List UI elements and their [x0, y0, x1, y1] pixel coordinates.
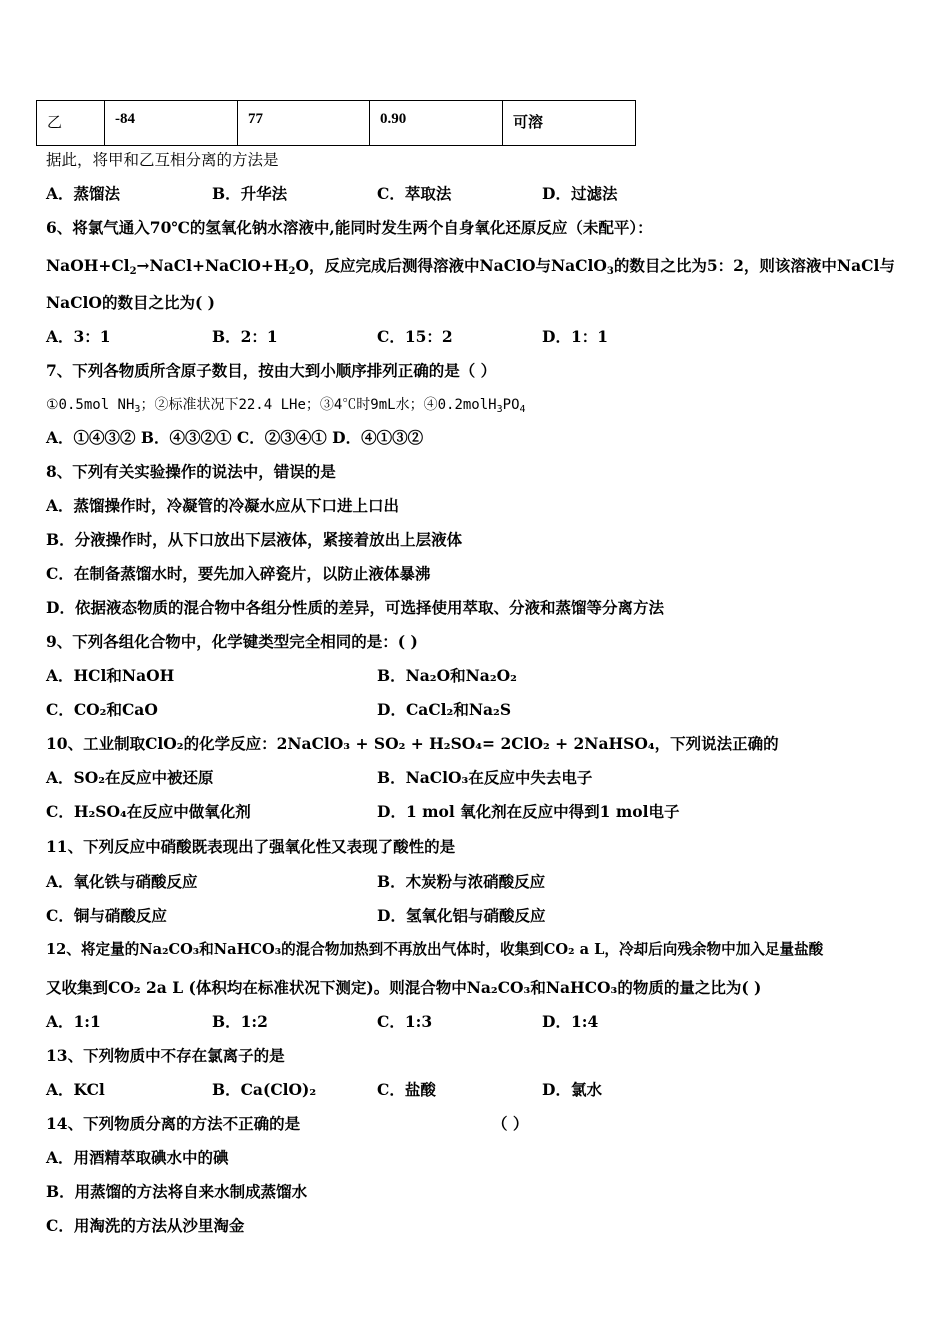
q10-option-a: A．SO₂在反应中被还原 — [46, 768, 214, 787]
eq-part: NaOH+Cl — [46, 256, 130, 275]
q13-stem: 13、下列物质中不存在氯离子的是 — [46, 1046, 285, 1065]
subscript: 2 — [288, 266, 296, 277]
q6-stem: 6、将氯气通入70℃的氢氧化钠水溶液中,能同时发生两个自身氧化还原反应（未配平）： — [46, 218, 653, 237]
subscript: 2 — [129, 266, 137, 277]
q7-options: A．①④③② B．④③②① C．②③④① D．④①③② — [46, 428, 424, 447]
q13-option-d: D．氯水 — [542, 1080, 602, 1099]
q6-option-b: B．2：1 — [212, 327, 278, 346]
q8-option-d: D．依据液态物质的混合物中各组分性质的差异，可选择使用萃取、分液和蒸馏等分离方法 — [46, 598, 664, 617]
q6-option-a: A．3：1 — [46, 327, 111, 346]
q12-option-b: B．1:2 — [212, 1012, 268, 1031]
q6-option-c: C．15：2 — [377, 327, 453, 346]
q9-option-d: D．CaCl₂和Na₂S — [377, 700, 512, 719]
q14-stem: 14、下列物质分离的方法不正确的是 — [46, 1114, 301, 1133]
table-cell: 0.90 — [370, 101, 503, 146]
q8-option-b: B．分液操作时，从下口放出下层液体，紧接着放出上层液体 — [46, 530, 463, 549]
q10-stem: 10、工业制取ClO₂的化学反应：2NaClO₃ + SO₂ + H₂SO₄= 2ClO₂ + 2NaHSO₄，下列说法正确的 — [46, 734, 779, 753]
q12-option-a: A．1:1 — [46, 1012, 101, 1031]
table-row — [37, 101, 636, 146]
q6-tail: NaClO的数目之比为( ) — [46, 293, 216, 312]
q12-stem: 12、将定量的Na₂CO₃和NaHCO₃的混合物加热到不再放出气体时，收集到CO₂ a L，冷却后向残余物中加入足量盐酸 — [46, 941, 824, 958]
q11-option-b: B．木炭粉与浓硝酸反应 — [377, 872, 546, 891]
q9-option-c: C．CO₂和CaO — [46, 700, 158, 719]
item-part: PO — [502, 397, 520, 413]
q13-option-a: A．KCl — [46, 1080, 105, 1099]
q7-stem: 7、下列各物质所含原子数目，按由大到小顺序排列正确的是（ ） — [46, 361, 497, 380]
q6-equation — [46, 256, 895, 276]
q5-option-a: A．蒸馏法 — [46, 184, 121, 203]
eq-part: 的数目之比为5：2，则该溶液中NaCl与 — [613, 256, 895, 275]
q8-stem: 8、下列有关实验操作的说法中，错误的是 — [46, 462, 336, 481]
q12-option-d: D．1:4 — [542, 1012, 599, 1031]
q11-stem: 11、下列反应中硝酸既表现出了强氧化性又表现了酸性的是 — [46, 837, 456, 856]
intro-text: 据此，将甲和乙互相分离的方法是 — [46, 151, 279, 169]
q11-option-a: A．氧化铁与硝酸反应 — [46, 872, 198, 891]
q6-option-d: D．1：1 — [542, 327, 609, 346]
q14-option-a: A．用酒精萃取碘水中的碘 — [46, 1148, 229, 1167]
q9-option-b: B．Na₂O和Na₂O₂ — [377, 666, 517, 685]
q14-option-c: C．用淘洗的方法从沙里淘金 — [46, 1216, 245, 1235]
q5-option-c: C．萃取法 — [377, 184, 452, 203]
q8-option-c: C．在制备蒸馏水时，要先加入碎瓷片，以防止液体暴沸 — [46, 564, 431, 583]
q10-option-d: D．1 mol 氧化剂在反应中得到1 mol电子 — [377, 802, 680, 821]
properties-table — [36, 100, 636, 146]
subscript: 3 — [606, 266, 614, 277]
q12-tail: 又收集到CO₂ 2a L (体积均在标准状况下测定)。则混合物中Na₂CO₃和NaHCO₃的物质的量之比为( ) — [46, 978, 762, 997]
item-part: ①0.5mol NH — [46, 397, 135, 413]
table-cell: 77 — [238, 101, 370, 146]
q7-items — [46, 395, 526, 415]
q13-option-c: C．盐酸 — [377, 1080, 436, 1099]
q10-option-b: B．NaClO₃在反应中失去电子 — [377, 768, 593, 787]
q5-option-b: B．升华法 — [212, 184, 288, 203]
q14-option-b: B．用蒸馏的方法将自来水制成蒸馏水 — [46, 1182, 308, 1201]
q14-answer-paren: （ ） — [492, 1114, 529, 1133]
item-part: ；②标准状况下22.4 LHe；③4℃时9mL水；④0.2molH — [140, 397, 497, 413]
eq-part: O，反应完成后测得溶液中NaClO与NaClO — [295, 256, 607, 275]
q13-option-b: B．Ca(ClO)₂ — [212, 1080, 317, 1099]
q11-option-d: D．氢氧化铝与硝酸反应 — [377, 906, 546, 925]
eq-part: →NaCl+NaClO+H — [136, 256, 289, 275]
subscript: 3 — [496, 404, 503, 415]
table-cell: 乙 — [37, 101, 105, 146]
table-cell: -84 — [105, 101, 238, 146]
q9-option-a: A．HCl和NaOH — [46, 666, 175, 685]
q10-option-c: C．H₂SO₄在反应中做氧化剂 — [46, 802, 251, 821]
table-cell: 可溶 — [503, 101, 636, 146]
q8-option-a: A．蒸馏操作时，冷凝管的冷凝水应从下口进上口出 — [46, 496, 400, 515]
subscript: 3 — [134, 404, 141, 415]
subscript: 4 — [519, 404, 526, 415]
q11-option-c: C．铜与硝酸反应 — [46, 906, 167, 925]
q5-option-d: D．过滤法 — [542, 184, 618, 203]
q12-option-c: C．1:3 — [377, 1012, 433, 1031]
q9-stem: 9、下列各组化合物中，化学键类型完全相同的是：( ) — [46, 632, 418, 651]
